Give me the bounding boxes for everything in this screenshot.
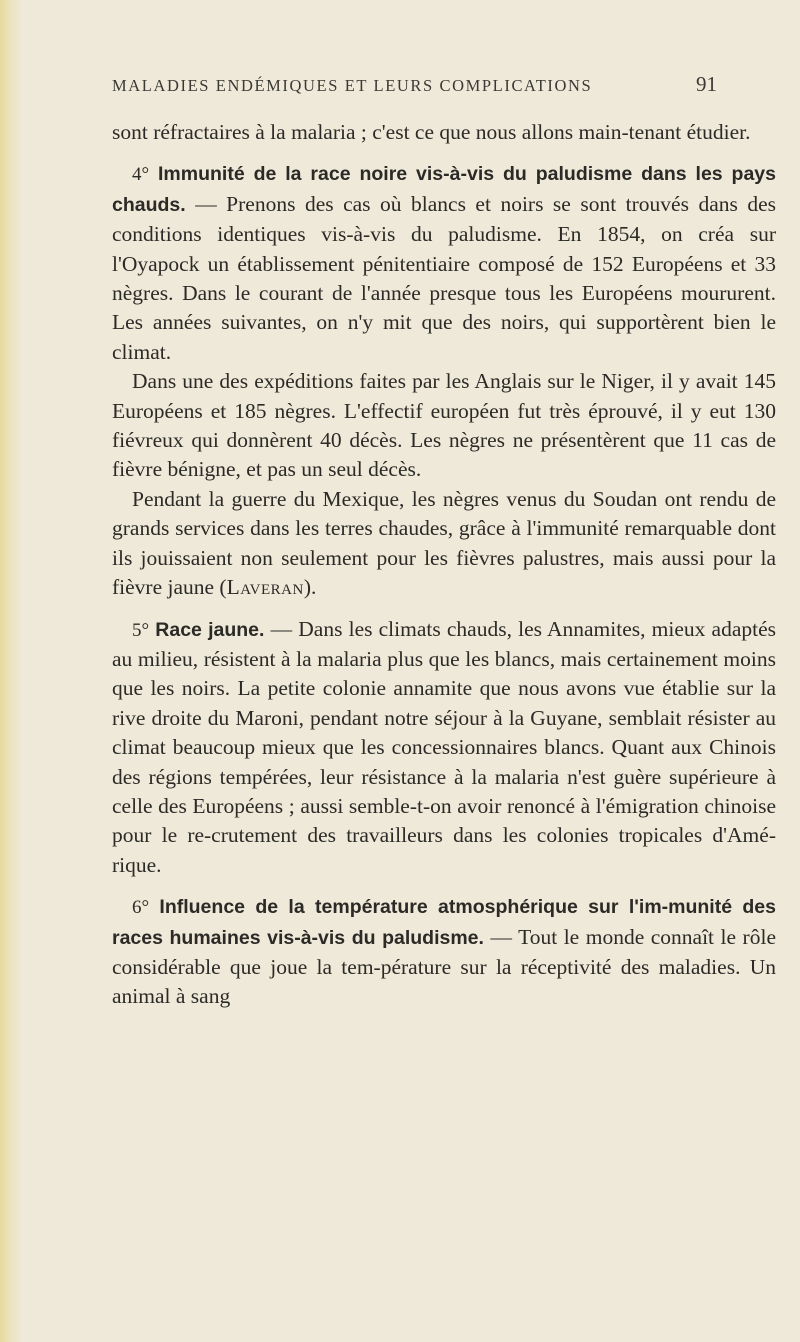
section-4-paragraph — [112, 159, 776, 367]
page-text — [112, 118, 776, 1012]
author-citation: Laveran — [226, 575, 304, 600]
page-edge-shadow — [0, 0, 22, 1342]
running-head: MALADIES ENDÉMIQUES ET LEURS COMPLICATIONS — [112, 76, 593, 95]
section-4-number: 4° — [132, 164, 150, 186]
section-6-heading: Influence de la température atmosphérique sur l'im-munité des races humaines vis-à-vis du paludisme. — [112, 896, 776, 949]
section-4-heading: Immunité de la race noire vis-à-vis du paludisme dans les pays chauds. — [112, 163, 776, 216]
section-6-body: — Tout le monde connaît le rôle considérable que joue la tem-pérature sur la réceptivité des maladies. Un animal à sang — [112, 924, 776, 1009]
book-page — [112, 0, 776, 1342]
niger-paragraph: Dans une des expéditions faites par les Anglais sur le Niger, il y avait 145 Européens et 185 nègres. L'effectif européen fut très éprouvé, il y eut 130 fiévreux qui donnèrent 40 décès. Les nègres ne présentèrent que 11 cas de fièvre bénigne, et pas un seul décès. — [112, 369, 776, 482]
mexique-paragraph — [112, 485, 776, 603]
section-4-body: — Prenons des cas où blancs et noirs se sont trouvés dans des conditions identiques vis-à-vis du paludisme. En 1854, on créa sur l'Oyapock un établissement pénitentiaire composé de 152 Européens et 33 nègres. Dans le courant de l'année presque tous les Européens moururent. Les années suivantes, on n'y mit que des noirs, qui supportèrent bien le climat. — [112, 191, 777, 364]
section-6-number: 6° — [132, 897, 150, 919]
page-number: 91 — [696, 72, 717, 96]
paragraph-continuation: sont réfractaires à la malaria ; c'est ce que nous allons main-tenant étudier. — [112, 120, 751, 144]
section-6-paragraph — [112, 892, 776, 1012]
section-5-number: 5° — [132, 619, 150, 641]
mexique-text: Pendant la guerre du Mexique, les nègres venus du Soudan ont rendu de grands services dans les terres chaudes, grâce à l'immunité remarquable dont ils jouissaient non seulement pour les fièvres palustres, mais aussi pour la fièvre jaune ( — [112, 486, 776, 600]
section-5-paragraph — [112, 615, 776, 881]
section-5-heading: Race jaune. — [155, 618, 265, 641]
citation-close: ). — [303, 575, 317, 600]
section-5-body: — Dans les climats chauds, les Annamites, mieux adaptés au milieu, résistent à la malaria plus que les blancs, mais certainement moins que les noirs. La petite colonie annamite que nous avons vue établie sur la rive droite du Maroni, pendant notre séjour à la Guyane, semblait résister au climat beaucoup mieux que les concessionnaires blancs. Quant aux Chinois des régions tempérées, leur résistance à la malaria n'est guère supérieure à celle des Européens ; aussi semble-t-on avoir renoncé à l'émigration chinoise pour le re-crutement des travailleurs dans les colonies tropicales d'Amé-rique. — [112, 616, 777, 877]
